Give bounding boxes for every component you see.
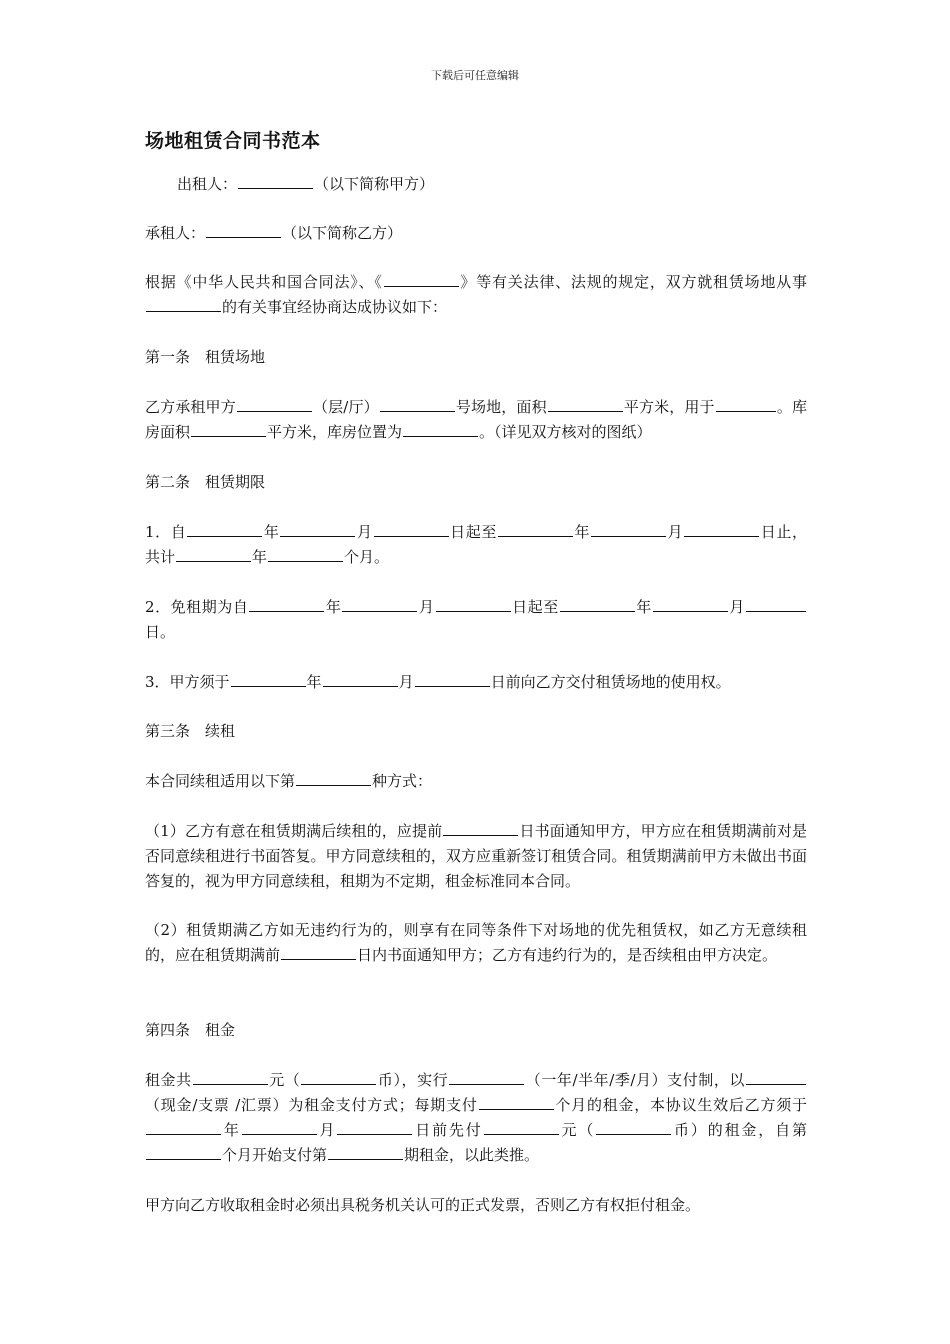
blank-field[interactable]: [281, 944, 356, 960]
document-title: 场地租赁合同书范本: [145, 130, 321, 152]
blank-field[interactable]: [684, 521, 759, 537]
term-item-2: 2．免租期为自 年 月 日起至 年 月日。: [145, 595, 807, 645]
blank-field[interactable]: [479, 1094, 554, 1110]
blank-field[interactable]: [484, 1119, 559, 1135]
blank-field[interactable]: [596, 1119, 671, 1135]
blank-field[interactable]: [443, 820, 518, 836]
blank-field[interactable]: [746, 1069, 806, 1085]
lessee-line: 承租人： （以下简称乙方）: [145, 224, 403, 242]
blank-field[interactable]: [591, 521, 666, 537]
blank-field[interactable]: [342, 596, 417, 612]
blank-field[interactable]: [238, 173, 313, 189]
blank-field[interactable]: [231, 671, 306, 687]
blank-field[interactable]: [384, 271, 459, 287]
blank-field[interactable]: [498, 521, 573, 537]
blank-field[interactable]: [193, 1069, 268, 1085]
blank-field[interactable]: [176, 546, 251, 562]
preamble-paragraph: 根据《中华人民共和国合同法》、《 》等有关法律、法规的规定，双方就租赁场地从事的有关事宜经协商达成协议如下：: [145, 273, 807, 316]
blank-field[interactable]: [746, 596, 806, 612]
renewal-method-line: 本合同续租适用以下第 种方式：: [145, 772, 433, 790]
blank-field[interactable]: [268, 546, 343, 562]
blank-field[interactable]: [323, 671, 398, 687]
premises-paragraph: 乙方承租甲方 （层/厅） 号场地，面积 平方米，用于 。库房面积 平方米，库房位置为 。（详见双方核对的图纸）: [145, 398, 807, 441]
section-heading-1: 第一条 租赁场地: [145, 348, 266, 366]
page-header: 下载后可任意编辑: [431, 69, 519, 82]
invoice-paragraph: 甲方向乙方收取租金时必须出具税务机关认可的正式发票，否则乙方有权拒付租金。: [145, 1196, 701, 1214]
blank-field[interactable]: [146, 1144, 221, 1160]
term-item-3: 3．甲方须于 年 月 日前向乙方交付租赁场地的使用权。: [145, 673, 731, 691]
lessor-line: 出租人： （以下简称甲方）: [177, 175, 435, 193]
blank-field[interactable]: [146, 296, 221, 312]
blank-field[interactable]: [403, 421, 478, 437]
blank-field[interactable]: [328, 1144, 403, 1160]
term-item-1: 1．自 年 月 日起至 年 月 日止，共计 年 个月。: [145, 523, 807, 566]
blank-field[interactable]: [653, 596, 728, 612]
section-heading-2: 第二条 租赁期限: [145, 473, 266, 491]
renewal-option-2: （2）租赁期满乙方如无违约行为的，则享有在同等条件下对场地的优先租赁权，如乙方无意续租的，应在租赁期满前 日内书面通知甲方；乙方有违约行为的，是否续租由甲方决定。: [145, 921, 807, 964]
blank-field[interactable]: [449, 1069, 524, 1085]
blank-field[interactable]: [436, 596, 511, 612]
blank-field[interactable]: [146, 1119, 221, 1135]
blank-field[interactable]: [380, 396, 455, 412]
section-heading-4: 第四条 租金: [145, 1021, 236, 1039]
blank-field[interactable]: [301, 1069, 376, 1085]
blank-field[interactable]: [249, 596, 324, 612]
blank-field[interactable]: [206, 222, 281, 238]
renewal-option-1: （1）乙方有意在租赁期满后续租的，应提前 日书面通知甲方，甲方应在租赁期满前对是否同意续租进行书面答复。甲方同意续租的，双方应重新签订租赁合同。租赁期满前甲方未做出书面答复的，视为甲方同意续租，租期为不定期，租金标准同本合同。: [145, 822, 807, 890]
blank-field[interactable]: [237, 396, 312, 412]
blank-field[interactable]: [560, 596, 635, 612]
section-heading-3: 第三条 续租: [145, 722, 236, 740]
blank-field[interactable]: [337, 1119, 412, 1135]
blank-field[interactable]: [415, 671, 490, 687]
rent-paragraph: 租金共 元（ 币），实行 （一年/半年/季/月）支付制，以（现金/支票 /汇票）为租金支付方式；每期支付 个月的租金，本协议生效后乙方须于年 月 日前先付 元（ 币）的租金，自第个月开始支付第 期租金，以此类推。: [145, 1071, 807, 1164]
blank-field[interactable]: [374, 521, 449, 537]
blank-field[interactable]: [280, 521, 355, 537]
blank-field[interactable]: [187, 521, 262, 537]
blank-field[interactable]: [191, 421, 266, 437]
blank-field[interactable]: [548, 396, 623, 412]
blank-field[interactable]: [296, 770, 371, 786]
blank-field[interactable]: [716, 396, 776, 412]
blank-field[interactable]: [242, 1119, 317, 1135]
